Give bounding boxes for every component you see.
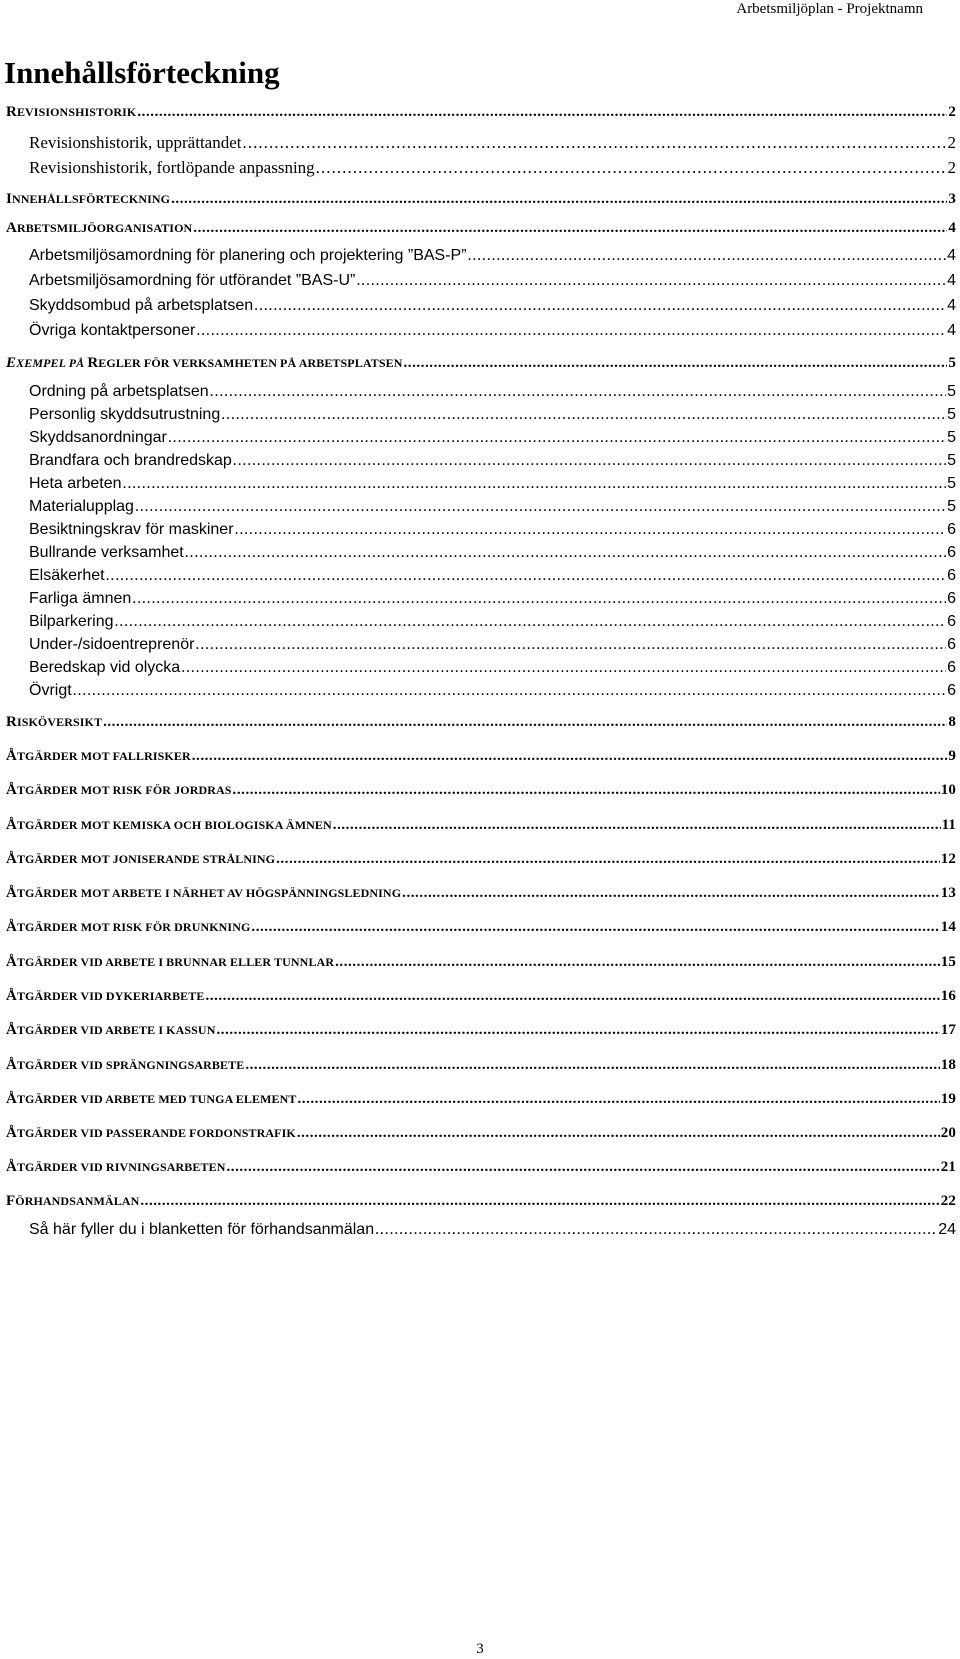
toc-entry-revisionshistorik[interactable]: REVISIONSHISTORIK . . . 2 bbox=[6, 104, 957, 121]
toc-entry-rivningsarbeten[interactable]: ÅTGÄRDER VID RIVNINGSARBETEN . . . 21 bbox=[6, 1159, 957, 1176]
toc-entry-skyddsanordningar[interactable]: Skyddsanordningar . . . 5 bbox=[29, 429, 957, 447]
toc-entry-jordras[interactable]: ÅTGÄRDER MOT RISK FÖR JORDRAS . . . 10 bbox=[6, 782, 957, 799]
page-number: 3 bbox=[476, 1641, 484, 1657]
toc-entry-elsakerhet[interactable]: Elsäkerhet . . . 6 bbox=[29, 567, 957, 585]
toc-entry-materialupplag[interactable]: Materialupplag . . . 5 bbox=[29, 498, 957, 516]
toc-entry-bas-u[interactable]: Arbetsmiljösamordning för utförandet ”BAS-U” . . . 4 bbox=[29, 272, 957, 290]
toc-entry-sa-har-fyller-du-i[interactable]: Så här fyller du i blanketten för förhandsanmälan . . . 24 bbox=[29, 1221, 957, 1239]
toc-entry-hogspanningsledning[interactable]: ÅTGÄRDER MOT ARBETE I NÄRHET AV HÖGSPÄNNINGSLEDNING . . . 13 bbox=[6, 885, 957, 902]
toc-entry-tunga-element[interactable]: ÅTGÄRDER VID ARBETE MED TUNGA ELEMENT . . . 19 bbox=[6, 1091, 957, 1108]
toc-entry-ovriga-kontaktpersoner[interactable]: Övriga kontaktpersoner . . . 4 bbox=[29, 322, 957, 340]
toc-entry-personlig-skyddsutrustning[interactable]: Personlig skyddsutrustning . . . 5 bbox=[29, 406, 957, 424]
toc-entry-dykeriarbete[interactable]: ÅTGÄRDER VID DYKERIARBETE . . . 16 bbox=[6, 988, 957, 1005]
toc-entry-riskoversikt[interactable]: RISKÖVERSIKT . . . 8 bbox=[6, 714, 957, 731]
toc-entry-beredskap[interactable]: Beredskap vid olycka . . . 6 bbox=[29, 659, 957, 677]
toc-entry-ordning[interactable]: Ordning på arbetsplatsen . . . 5 bbox=[29, 383, 957, 401]
toc-entry-ovrigt[interactable]: Övrigt . . . 6 bbox=[29, 682, 957, 700]
toc-entry-fallrisker[interactable]: ÅTGÄRDER MOT FALLRISKER . . . 9 bbox=[6, 748, 957, 765]
toc-entry-fordonstrafik[interactable]: ÅTGÄRDER VID PASSERANDE FORDONSTRAFIK . . . 20 bbox=[6, 1125, 957, 1142]
toc-entry-drunkning[interactable]: ÅTGÄRDER MOT RISK FÖR DRUNKNING . . . 14 bbox=[6, 919, 957, 936]
toc-entry-joniserande-stralning[interactable]: ÅTGÄRDER MOT JONISERANDE STRÅLNING . . . 12 bbox=[6, 851, 957, 868]
toc-entry-bilparkering[interactable]: Bilparkering . . . 6 bbox=[29, 613, 957, 631]
page-title: Innehållsförteckning bbox=[4, 55, 280, 90]
toc-entry-besiktningskrav[interactable]: Besiktningskrav för maskiner . . . 6 bbox=[29, 521, 957, 539]
toc-entry-innehallsforteckning[interactable]: INNEHÅLLSFÖRTECKNING . . . 3 bbox=[6, 191, 957, 208]
toc-entry-brandfara[interactable]: Brandfara och brandredskap . . . 5 bbox=[29, 452, 957, 470]
toc-entry-arbetsmiljoorganisation[interactable]: ARBETSMILJÖORGANISATION . . . 4 bbox=[6, 220, 957, 237]
toc-entry-kemiska-amnen[interactable]: ÅTGÄRDER MOT KEMISKA OCH BIOLOGISKA ÄMNEN . . . 11 bbox=[6, 817, 957, 834]
toc-entry-revisionshistorik-fortlopande[interactable]: Revisionshistorik, fortlöpande anpassning . . . 2 bbox=[29, 158, 957, 178]
toc-entry-sprangningsarbete[interactable]: ÅTGÄRDER VID SPRÄNGNINGSARBETE . . . 18 bbox=[6, 1057, 957, 1074]
toc-entry-kassun[interactable]: ÅTGÄRDER VID ARBETE I KASSUN . . . 17 bbox=[6, 1022, 957, 1039]
toc-entry-forhandsanmalan[interactable]: FÖRHANDSANMÄLAN . . . 22 bbox=[6, 1193, 957, 1210]
toc-entry-heta-arbeten[interactable]: Heta arbeten . . . 5 bbox=[29, 475, 957, 493]
toc-entry-skyddsombud[interactable]: Skyddsombud på arbetsplatsen . . . 4 bbox=[29, 297, 957, 315]
running-header: Arbetsmiljöplan - Projektnamn bbox=[736, 1, 923, 17]
toc-entry-farliga-amnen[interactable]: Farliga ämnen . . . 6 bbox=[29, 590, 957, 608]
toc-entry-underentreprenor[interactable]: Under-/sidoentreprenör . . . 6 bbox=[29, 636, 957, 654]
toc-entry-bas-p[interactable]: Arbetsmiljösamordning för planering och projektering ”BAS-P” . . . 4 bbox=[29, 247, 957, 265]
toc-entry-brunnar-tunnlar[interactable]: ÅTGÄRDER VID ARBETE I BRUNNAR ELLER TUNNLAR . . . 15 bbox=[6, 954, 957, 971]
toc-entry-revisionshistorik-upprattandet[interactable]: Revisionshistorik, upprättandet . . . 2 bbox=[29, 133, 957, 153]
toc-entry-bullrande[interactable]: Bullrande verksamhet . . . 6 bbox=[29, 544, 957, 562]
toc-entry-exempel-pa-regler[interactable]: EXEMPEL PÅ REGLER FÖR VERKSAMHETEN PÅ ARBETSPLATSEN . . . 5 bbox=[6, 355, 957, 372]
